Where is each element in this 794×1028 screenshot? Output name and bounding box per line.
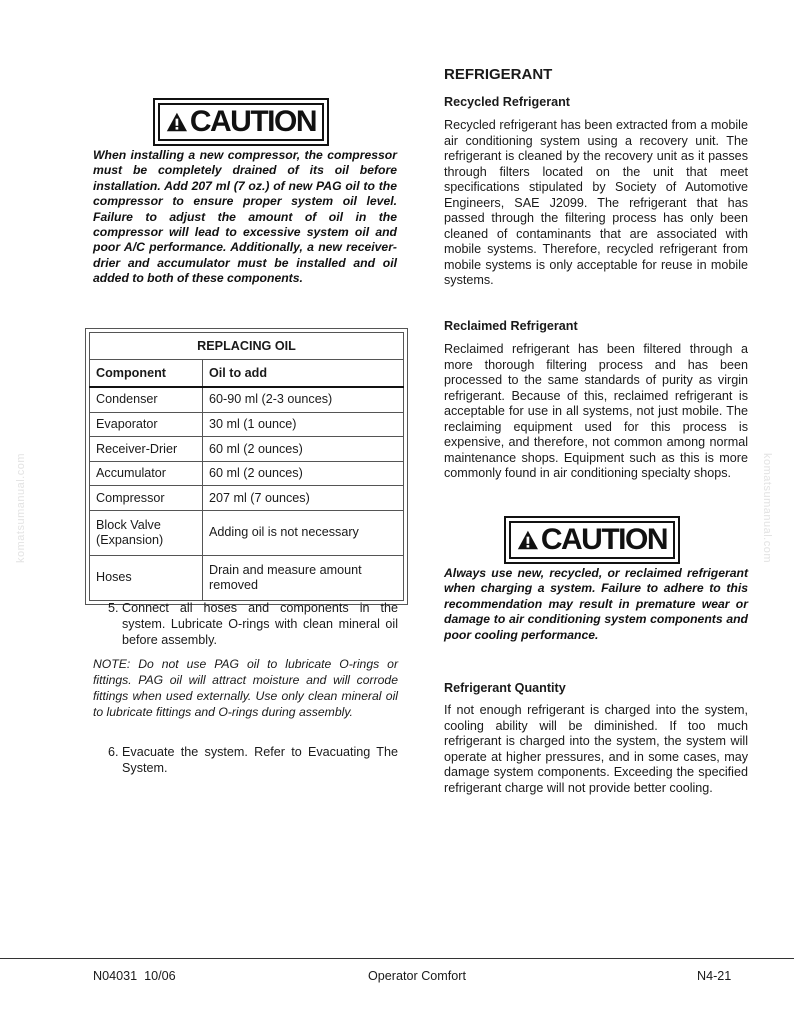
table-row: [90, 510, 404, 555]
subheading-recycled: Recycled Refrigerant: [444, 95, 570, 109]
caution-label-2: [504, 516, 680, 564]
table-title: REPLACING OIL: [90, 333, 404, 360]
paragraph-quantity: If not enough refrigerant is charged into the system, cooling ability will be diminished. If too much refrigerant is charged into the system, the system will operate at higher pressures, and in some cases, may damage system components. Exceeding the specified refrigerant charge will not provide better cooling.: [444, 703, 748, 795]
step-text: Evacuate the system. Refer to Evacuating The System.: [122, 745, 398, 775]
table-row: [90, 555, 404, 600]
column-header-component: Component: [90, 360, 203, 388]
table-row: [90, 387, 404, 412]
table-row: [90, 486, 404, 511]
cell-component: Compressor: [90, 486, 203, 511]
step-text: Connect all hoses and components in the system. Lubricate O-rings with clean mineral oil before assembly.: [122, 601, 398, 647]
cell-component: Hoses: [90, 555, 203, 600]
cell-oil: 207 ml (7 ounces): [203, 486, 404, 511]
paragraph-recycled: Recycled refrigerant has been extracted from a mobile air conditioning system using a recovery unit. The refrigerant is cleaned by the recovery unit as it passes through filters located on the unit that meet specifications stipulated by Society of Automotive Engineers, SAE J2099. The refrigerant that has passed through the filtering process has only been cleaned of contaminants that are associated with mobile systems. Therefore, recycled refrigerant from mobile systems is only acceptable for reuse in mobile systems.: [444, 118, 748, 287]
subheading-quantity: Refrigerant Quantity: [444, 681, 566, 695]
note-pag-oil: NOTE: Do not use PAG oil to lubricate O-rings or fittings. PAG oil will attract moisture and will corrode fittings when used externally. Use only clean mineral oil to lubricate fittings and O-rings during assembly.: [93, 657, 398, 719]
column-header-oil: Oil to add: [203, 360, 404, 388]
cell-oil: 60 ml (2 ounces): [203, 437, 404, 462]
cell-component: Condenser: [90, 387, 203, 412]
footer-page-number: N4-21: [697, 969, 732, 983]
step-6: [108, 744, 398, 776]
section-heading-refrigerant: REFRIGERANT: [444, 66, 553, 83]
paragraph-reclaimed: Reclaimed refrigerant has been filtered through a more thorough filtering process and has been processed to the same standards of purity as virgin refrigerant. Because of this, reclaimed refrigerant is acceptable for use in all systems, not just mobile. The reclaiming equipment used for this process is expensive, and therefore, not common among normal maintenance shops. Equipment such as this is more commonly found in air conditioning specialty shops.: [444, 342, 748, 480]
step-number: 6.: [108, 745, 119, 759]
footer-section-title: Operator Comfort: [368, 969, 466, 983]
footer-doc-id: N04031 10/06: [93, 969, 176, 983]
replacing-oil-table: [85, 328, 408, 605]
cell-oil: Adding oil is not necessary: [203, 510, 404, 555]
watermark-left: komatsumanual.com: [15, 453, 27, 563]
caution-text-refrigerant: Always use new, recycled, or reclaimed refrigerant when charging a system. Failure to adhere to this recommendation may result in premature wear or damage to air conditioning system components and poor cooling performance.: [444, 566, 748, 642]
step-5: [108, 600, 398, 648]
caution-word: CAUTION: [540, 523, 667, 556]
caution-word: CAUTION: [189, 105, 316, 138]
caution-text-compressor: When installing a new compressor, the compressor must be completely drained of its oil before installation. Add 207 ml (7 oz.) of new PAG oil to the compressor to ensure proper system oil level. Failure to adjust the amount of oil in the compressor will lead to excessive system oil and poor A/C performance. Additionally, a new receiver-drier and accumulator must be installed and oil added to both of these components.: [93, 148, 397, 286]
cell-component: Block Valve (Expansion): [90, 510, 203, 555]
cell-oil: 30 ml (1 ounce): [203, 412, 404, 437]
table-row: [90, 461, 404, 486]
warning-triangle-icon: [166, 109, 188, 135]
cell-oil: 60-90 ml (2-3 ounces): [203, 387, 404, 412]
cell-component: Receiver-Drier: [90, 437, 203, 462]
table-row: [90, 412, 404, 437]
warning-triangle-icon: [517, 527, 539, 553]
cell-oil: Drain and measure amount removed: [203, 555, 404, 600]
cell-component: Evaporator: [90, 412, 203, 437]
cell-component: Accumulator: [90, 461, 203, 486]
footer-divider: [0, 958, 794, 959]
watermark-right: komatsumanual.com: [761, 453, 773, 563]
caution-label-1: [153, 98, 329, 146]
step-number: 5.: [108, 601, 119, 615]
subheading-reclaimed: Reclaimed Refrigerant: [444, 319, 578, 333]
cell-oil: 60 ml (2 ounces): [203, 461, 404, 486]
table-row: [90, 437, 404, 462]
